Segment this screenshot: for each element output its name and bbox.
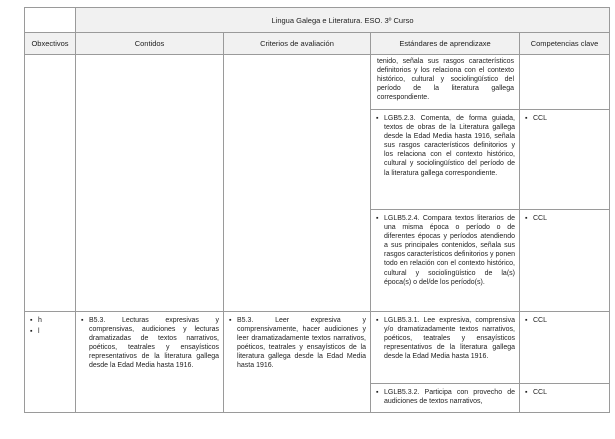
- competencia-text: CCL: [533, 317, 548, 324]
- objetivos-cell: [25, 55, 76, 312]
- estandar-cell: [371, 312, 520, 384]
- bullet-icon: ▪: [229, 317, 232, 324]
- estandar-text: LGLB5.3.2. Participa con provecho de audiciones de textos narrativos,: [384, 389, 515, 406]
- competencia-text: CCL: [533, 215, 548, 222]
- table-row: [25, 55, 610, 110]
- bullet-icon: ▪: [376, 389, 379, 396]
- estandar-cell: [371, 210, 520, 312]
- bullet-icon: ▪: [30, 328, 33, 336]
- header-objetivos: Obxectivos: [25, 33, 76, 55]
- header-contenidos: Contidos: [76, 33, 224, 55]
- header-estandares: Estándares de aprendizaxe: [371, 33, 520, 55]
- bullet-icon: ▪: [81, 317, 84, 324]
- bullet-icon: ▪: [525, 317, 528, 324]
- estandar-text: tenido, señala sus rasgos característicos definitorios y los relaciona con el contexto histórico, cultural y sociolingüístico del período de la literatura gallega correspondiente.: [377, 58, 514, 102]
- bullet-icon: ▪: [525, 115, 528, 122]
- title-row: [25, 8, 610, 33]
- bullet-icon: ▪: [525, 215, 528, 222]
- bullet-icon: ▪: [376, 317, 379, 324]
- competencia-text: CCL: [533, 389, 548, 396]
- criterios-cell: [224, 312, 371, 413]
- objetivo-h: h: [38, 317, 42, 324]
- title-spacer-cell: [25, 8, 76, 33]
- competencia-cell: [520, 55, 610, 110]
- contenidos-cell: [76, 312, 224, 413]
- header-competencias: Competencias clave: [520, 33, 610, 55]
- estandar-text: LGLB5.2.4. Compara textos literarios de una misma época o período o de diferentes épocas y períodos atendiendo a sus principales contenidos, señala sus rasgos característicos definitorios y ponen todo en relación con el contexto histórico, cultural y sociolingüístico de la(s) época(s) o del/de los período(s).: [384, 215, 515, 286]
- competencia-cell: [520, 210, 610, 312]
- estandar-cell: [371, 55, 520, 110]
- contenidos-cell: [76, 55, 224, 312]
- bullet-icon: ▪: [376, 215, 379, 222]
- table-title: Lingua Galega e Literatura. ESO. 3º Curso: [76, 8, 610, 33]
- header-row: [25, 33, 610, 55]
- contenido-text: B5.3. Lecturas expresivas y comprensivas, audiciones y lecturas dramatizadas de textos narrativos, poéticos, teatrales y ensayísticos representativos de la literatura gallega desde la Edad Media hasta 1916.: [89, 317, 219, 370]
- competencia-cell: [520, 312, 610, 384]
- competencia-cell: [520, 110, 610, 210]
- curriculum-table: [24, 7, 610, 413]
- competencia-cell: [520, 384, 610, 413]
- estandar-cell: [371, 384, 520, 413]
- table-row: [25, 312, 610, 384]
- header-criterios: Criterios de avaliación: [224, 33, 371, 55]
- objetivo-l: l: [38, 328, 40, 336]
- bullet-icon: ▪: [376, 115, 379, 122]
- estandar-text: LGLB5.3.1. Lee expresiva, comprensiva y/o dramatizadamente textos narrativos, poéticos, teatrales y ensayísticos representativos de la literatura gallega desde la Edad Media hasta 1916.: [384, 317, 515, 361]
- criterios-cell: [224, 55, 371, 312]
- estandar-cell: [371, 110, 520, 210]
- objetivos-cell: [25, 312, 76, 413]
- estandar-text: LGB5.2.3. Comenta, de forma guiada, textos de obras de la Literatura gallega desde la Edad Media hasta 1916, señala sus rasgos característicos definitorios y los relaciona con el contexto histórico, cultural y sociolingüístico del período de la literatura gallega correspondiente.: [384, 115, 515, 177]
- competencia-text: CCL: [533, 115, 548, 122]
- criterio-text: B5.3. Leer expresiva y comprensivamente, hacer audiciones y leer dramatizadamente textos narrativos, poéticos, teatrales y ensayísticos de la literatura gallega desde la Edad Media hasta 1916.: [237, 317, 366, 370]
- bullet-icon: ▪: [525, 389, 528, 396]
- bullet-icon: ▪: [30, 317, 33, 324]
